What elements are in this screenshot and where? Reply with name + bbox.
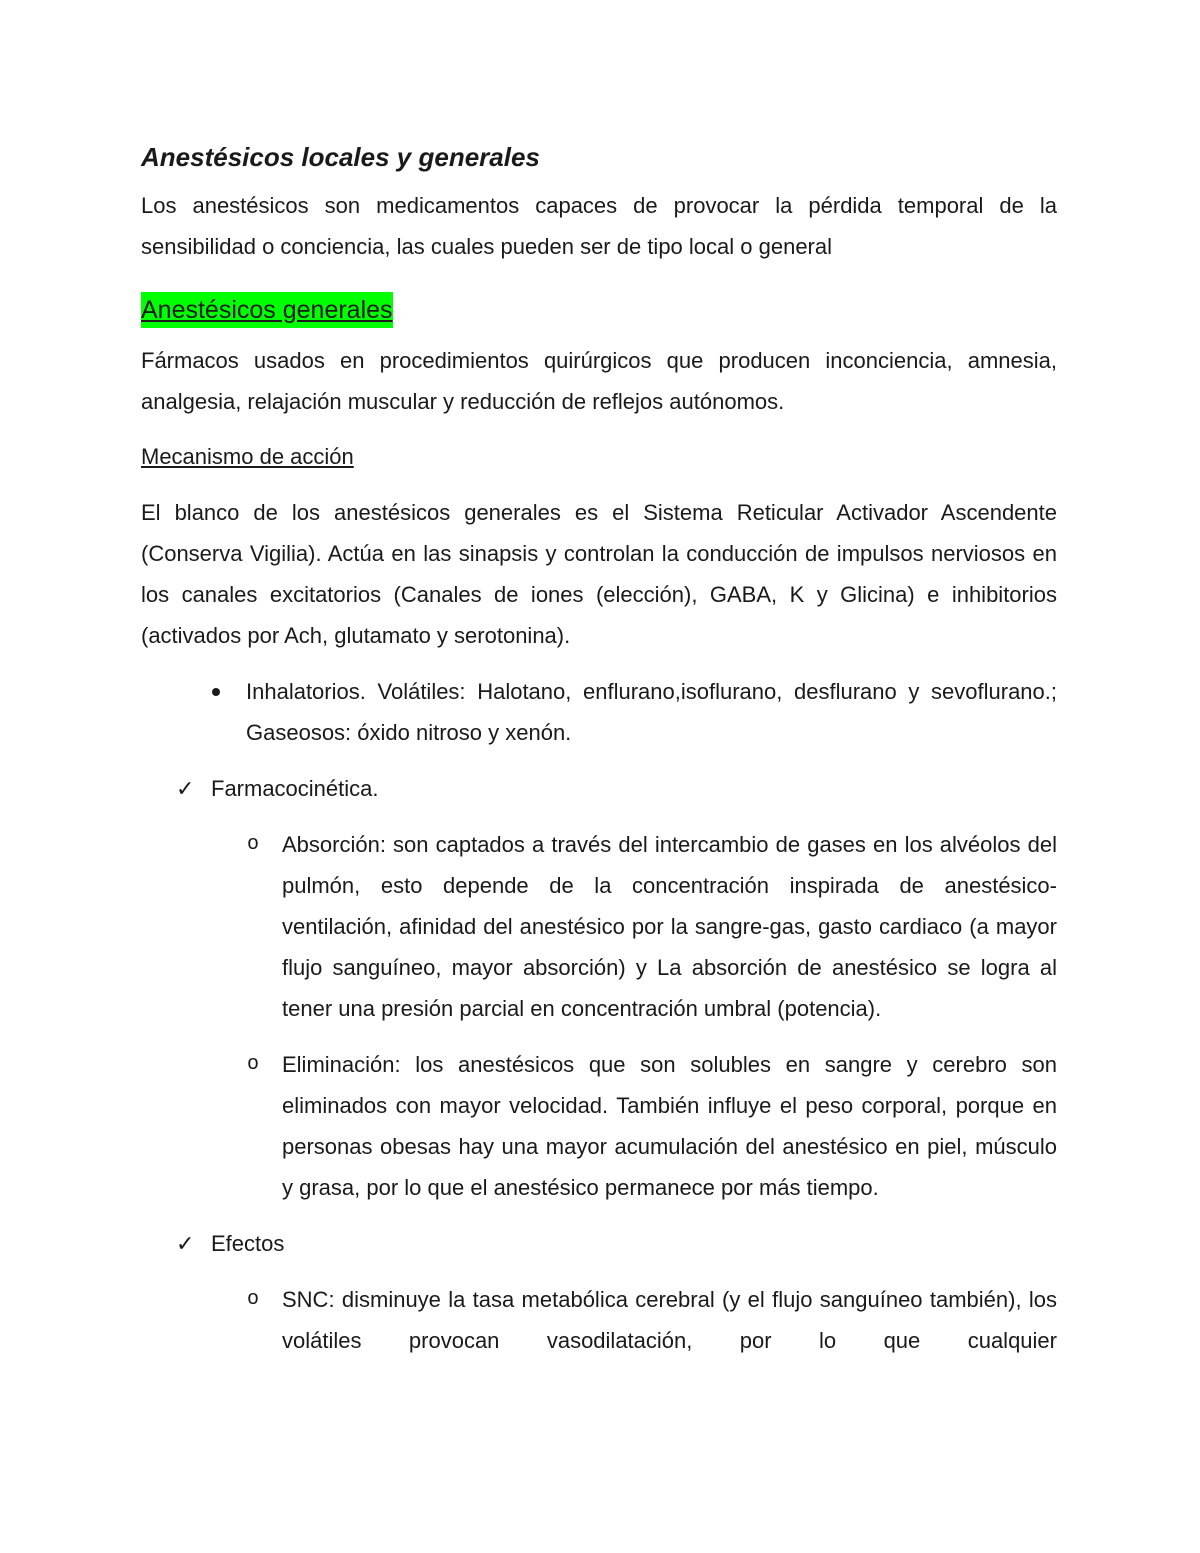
document-page: [141, 135, 1057, 1361]
check-label: Efectos: [211, 1231, 285, 1256]
farmacos-paragraph: Fármacos usados en procedimientos quirúrgicos que producen inconciencia, amnesia, analgesia, relajación muscular y reducción de reflejos autónomos.: [141, 348, 1057, 414]
bullet-dot-icon: [212, 688, 220, 696]
mechanism-paragraph: El blanco de los anestésicos generales es el Sistema Reticular Activador Ascendente (Conserva Vigilia). Actúa en las sinapsis y controlan la conducción de impulsos nerviosos en los canales excitatorios (Canales de iones (elección), GABA, K y Glicina) e inhibitorios (activados por Ach, glutamato y serotonina).: [141, 500, 1057, 648]
sub-text: Eliminación: los anestésicos que son solubles en sangre y cerebro son eliminados con mayor velocidad. También influye el peso corporal, porque en personas obesas hay una mayor acumulación del anestésico en piel, músculo y grasa, por lo que el anestésico permanece por más tiempo.: [282, 1052, 1057, 1200]
sub-text: SNC: disminuye la tasa metabólica cerebral (y el flujo sanguíneo también), los volátiles provocan vasodilatación, por lo que cualquier: [282, 1287, 1057, 1353]
sub-item-eliminacion: [141, 1044, 1057, 1208]
circle-bullet-icon: o: [247, 1053, 260, 1076]
check-item-efectos: [141, 1223, 1057, 1264]
circle-bullet-icon: o: [247, 833, 260, 856]
checkmark-icon: ✓: [176, 776, 195, 801]
sub-text: Absorción: son captados a través del intercambio de gases en los alvéolos del pulmón, esto depende de la concentración inspirada de anestésico- ventilación, afinidad del anestésico por la sangre-gas, gasto cardiaco (a mayor flujo sanguíneo, mayor absorción) y La absorción de anestésico se logra al tener una presión parcial en concentración umbral (potencia).: [282, 832, 1057, 1021]
circle-bullet-icon: o: [247, 1288, 260, 1311]
document-title: Anestésicos locales y generales: [141, 142, 540, 172]
bullet-text: Inhalatorios. Volátiles: Halotano, enflurano,isoflurano, desflurano y sevoflurano.; Gaseosos: óxido nitroso y xenón.: [246, 679, 1057, 745]
sub-item-absorcion: [141, 824, 1057, 1029]
checkmark-icon: ✓: [176, 1231, 195, 1256]
check-item-farmacocinetica: [141, 768, 1057, 809]
intro-paragraph: Los anestésicos son medicamentos capaces de provocar la pérdida temporal de la sensibilidad o conciencia, las cuales pueden ser de tipo local o general: [141, 193, 1057, 259]
check-label: Farmacocinética.: [211, 776, 379, 801]
section-heading: Anestésicos generales: [141, 292, 393, 328]
bullet-item-inhalatorios: [141, 671, 1057, 753]
section-heading-wrap: [141, 292, 1057, 330]
mechanism-heading: Mecanismo de acción: [141, 444, 354, 469]
sub-item-snc: [141, 1279, 1057, 1361]
